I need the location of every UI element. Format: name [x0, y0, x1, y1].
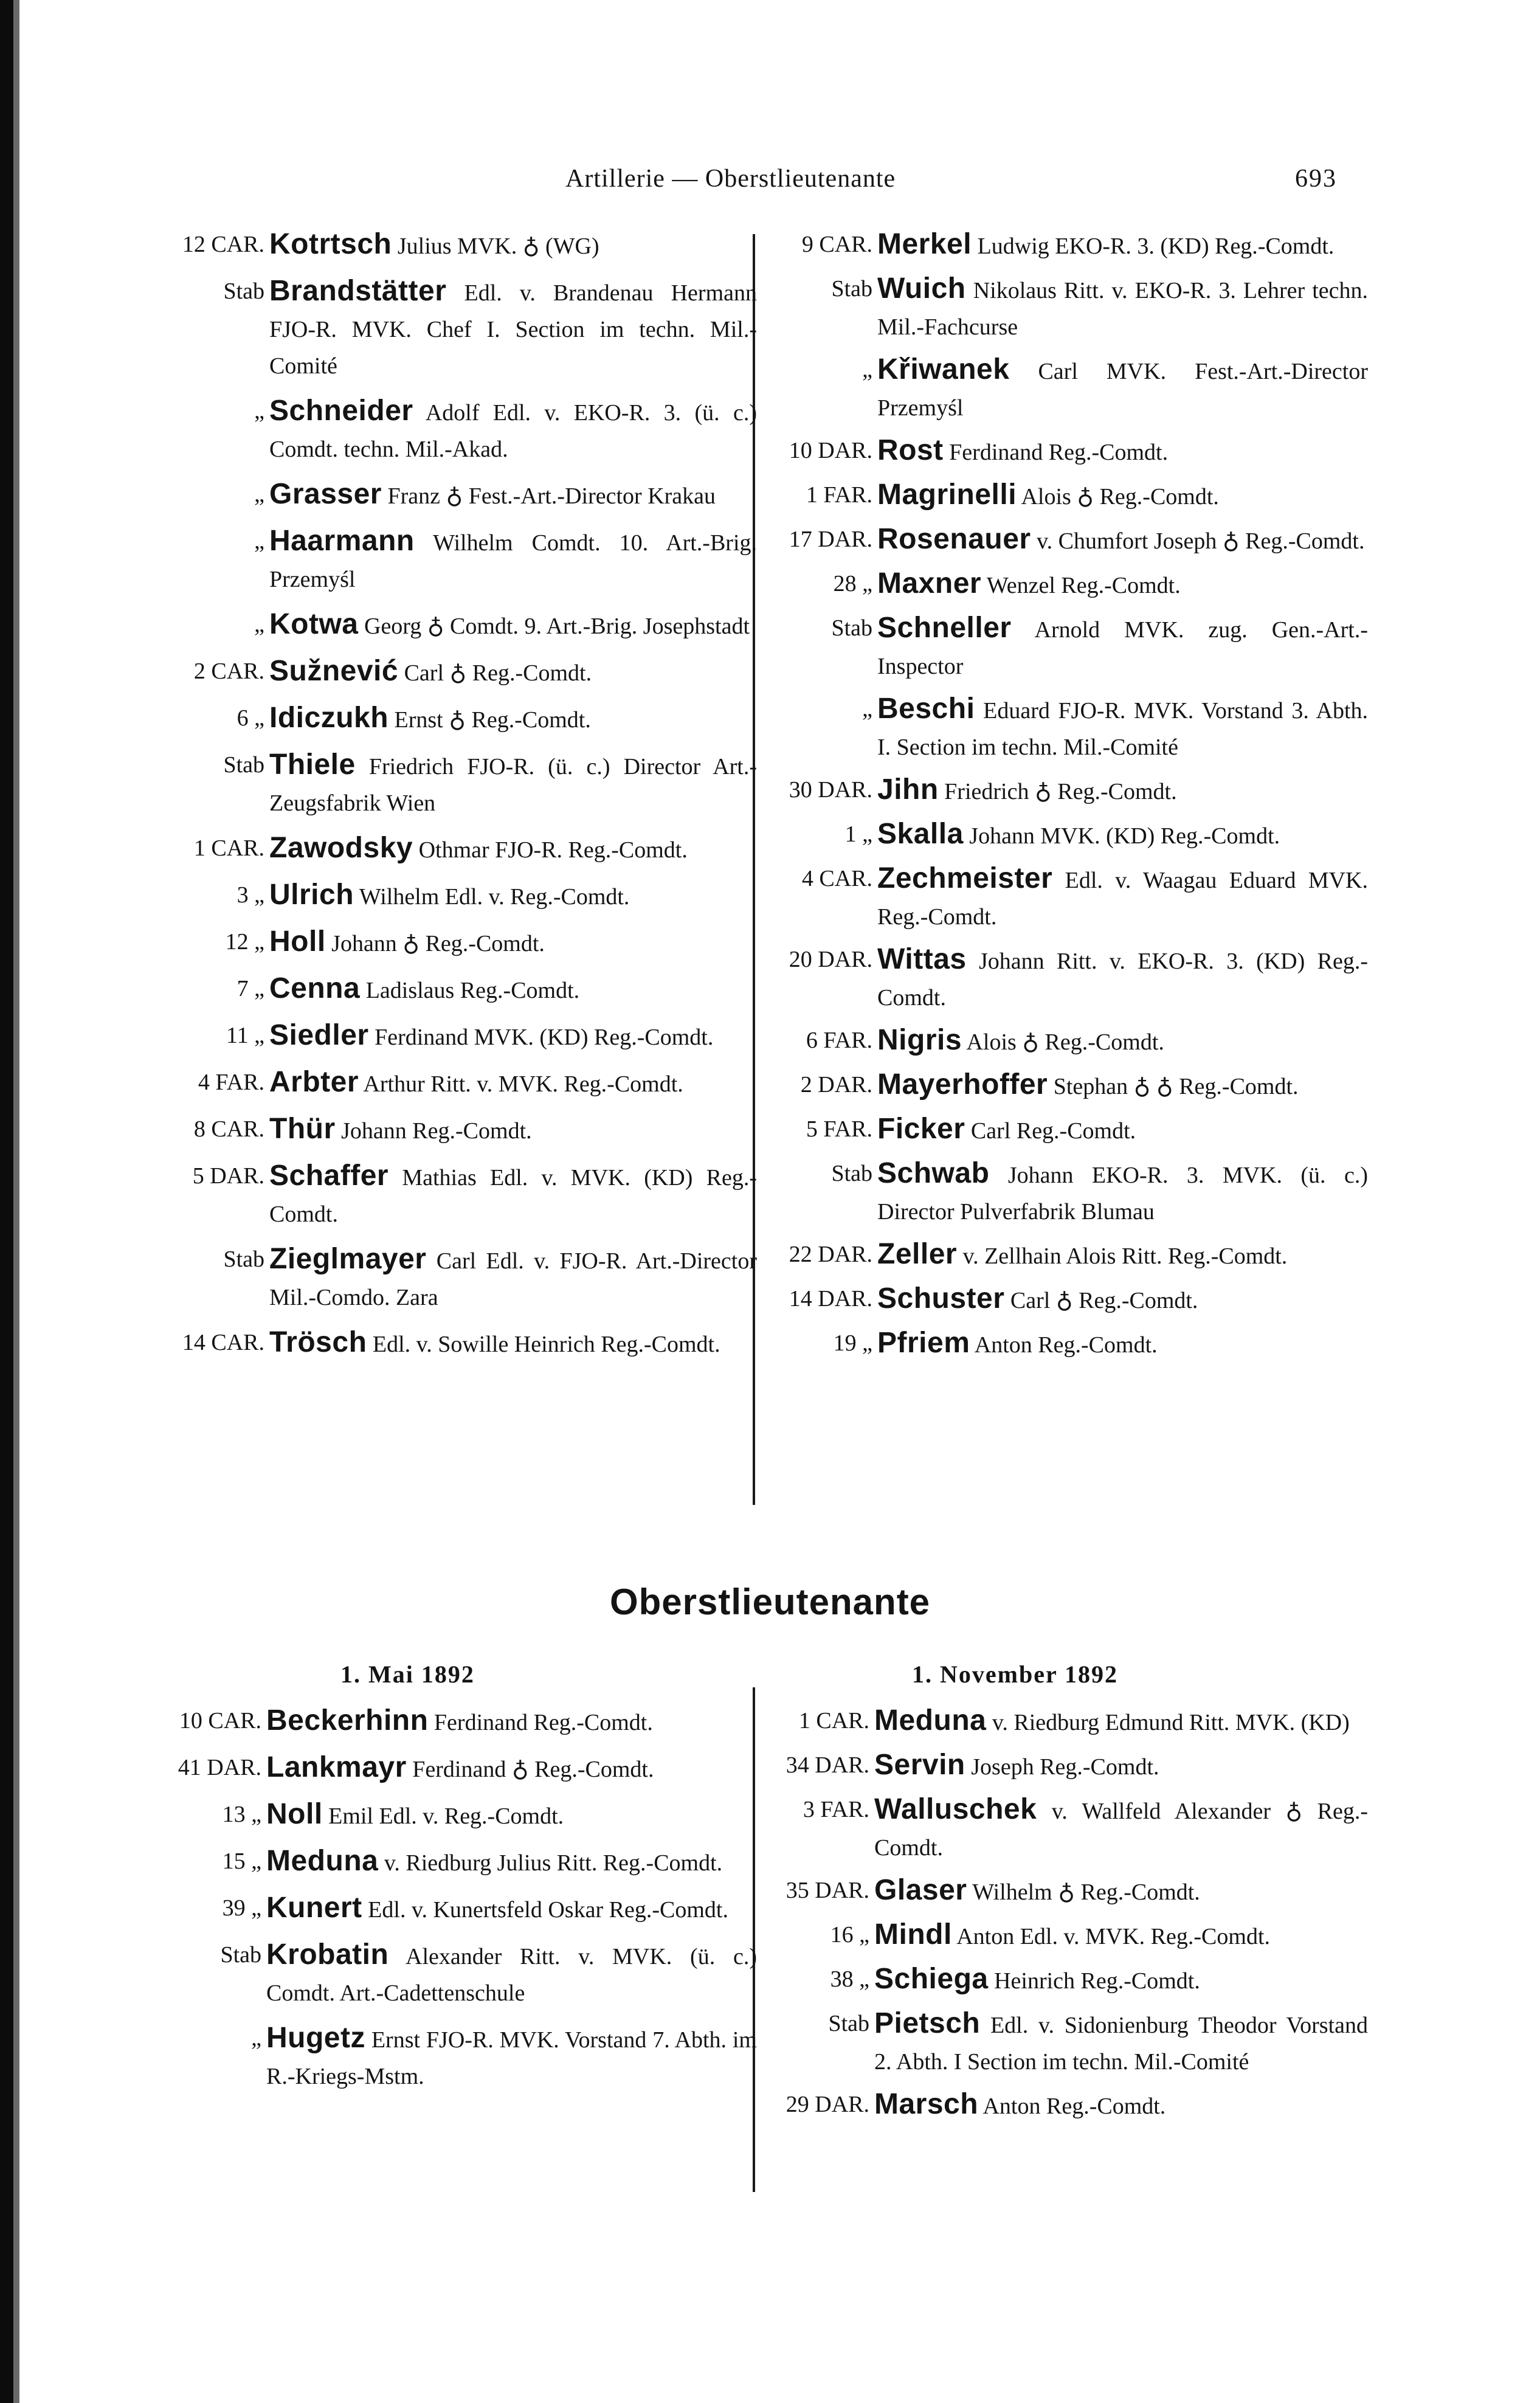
- surname: Grasser: [269, 478, 382, 510]
- entry-text: [269, 523, 757, 598]
- roster-entry: [152, 1241, 757, 1316]
- entry-text: [269, 830, 757, 868]
- details: v. Riedburg Edmund Ritt. MVK. (KD): [992, 1710, 1350, 1735]
- entry-text: [269, 877, 757, 915]
- unit-label: 19 „: [833, 1330, 872, 1356]
- unit-label: 12 „: [225, 929, 264, 955]
- date-heading-right: 1. November 1892: [912, 1661, 1118, 1688]
- unit-label: 20 DAR.: [789, 947, 872, 972]
- unit-label: 6 „: [237, 705, 264, 731]
- entry-text: [269, 606, 757, 645]
- running-title: Artillerie — Oberstlieutenante: [565, 165, 896, 193]
- roster-entry: [757, 2005, 1368, 2080]
- page-edge-shadow: [0, 0, 13, 2403]
- details: v. Chumfort Joseph ♁ Reg.-Comdt.: [1037, 528, 1365, 554]
- entry-text: [266, 2020, 757, 2095]
- roster-entry: [760, 432, 1368, 471]
- entry-text: [266, 1749, 757, 1788]
- unit-label: 34 DAR.: [786, 1752, 869, 1778]
- details: Anton Reg.-Comdt.: [982, 2094, 1166, 2119]
- details: Nikolaus Ritt. v. EKO-R. 3. Lehrer techn. Mil.-Fachcurse: [877, 278, 1369, 340]
- details: Carl Edl. v. FJO-R. Art.-Director Mil.-Comdo. Zara: [269, 1248, 757, 1310]
- unit-label: 41 DAR.: [178, 1755, 261, 1780]
- running-header: [0, 164, 1540, 201]
- details: v. Wallfeld Alexander ♁ Reg.-Comdt.: [874, 1799, 1369, 1861]
- surname: Hugetz: [266, 2022, 365, 2054]
- entry-text: [269, 653, 757, 691]
- roster-entry: [152, 606, 757, 645]
- roster-entry: [757, 1747, 1368, 1785]
- roster-entry: [760, 1155, 1368, 1230]
- roster-entry: [760, 226, 1368, 265]
- details: Adolf Edl. v. EKO-R. 3. (ü. c.) Comdt. techn. Mil.-Akad.: [269, 400, 757, 462]
- roster-entry: [760, 351, 1368, 426]
- entry-text: [877, 1022, 1368, 1060]
- roster-entry: [760, 1022, 1368, 1060]
- entry-text: [874, 1961, 1368, 1999]
- unit-label: „: [862, 357, 872, 382]
- surname: Kunert: [266, 1892, 362, 1924]
- details: Wilhelm Edl. v. Reg.-Comdt.: [359, 884, 630, 910]
- entry-text: [269, 226, 757, 265]
- entry-text: [874, 2086, 1368, 2125]
- unit-label: Stab: [223, 752, 264, 778]
- unit-label: 13 „: [222, 1802, 261, 1827]
- unit-label: 2 DAR.: [800, 1072, 872, 1098]
- unit-label: 3 FAR.: [803, 1797, 869, 1822]
- entry-text: [877, 610, 1368, 685]
- surname: Schiega: [874, 1963, 989, 1995]
- details: Edl. v. Sidonienburg Theodor Vorstand 2. Abth. I Section im techn. Mil.-Comité: [874, 2013, 1368, 2075]
- surname: Merkel: [877, 228, 972, 260]
- roster-entry: [152, 877, 757, 915]
- details: Wenzel Reg.-Comdt.: [986, 573, 1181, 598]
- unit-label: 38 „: [830, 1966, 869, 1992]
- surname: Rosenauer: [877, 523, 1031, 555]
- entry-text: [874, 1791, 1368, 1866]
- surname: Arbter: [269, 1066, 359, 1098]
- unit-label: 22 DAR.: [789, 1242, 872, 1267]
- date-heading-left: 1. Mai 1892: [340, 1661, 475, 1688]
- roster-entry: [760, 816, 1368, 854]
- surname: Jihn: [877, 773, 939, 806]
- entry-text: [877, 816, 1368, 854]
- details: Georg ♁ Comdt. 9. Art.-Brig. Josephstadt: [364, 614, 750, 639]
- entry-text: [874, 1917, 1368, 1955]
- details: Carl ♁ Reg.-Comdt.: [1010, 1288, 1198, 1313]
- entry-text: [874, 2005, 1368, 2080]
- unit-label: Stab: [831, 1161, 872, 1186]
- entry-text: [269, 1111, 757, 1149]
- surname: Walluschek: [874, 1793, 1037, 1825]
- roster-entry: [152, 747, 757, 821]
- entry-text: [269, 924, 757, 962]
- details: Anton Edl. v. MVK. Reg.-Comdt.: [956, 1924, 1271, 1949]
- details: Johann EKO-R. 3. MVK. (ü. c.) Director Pulverfabrik Blumau: [877, 1163, 1368, 1225]
- entry-text: [269, 1017, 757, 1056]
- details: Ferdinand Reg.-Comdt.: [949, 440, 1169, 465]
- entry-text: [877, 1236, 1368, 1274]
- details: Edl. v. Kunertsfeld Oskar Reg.-Comdt.: [368, 1897, 728, 1923]
- surname: Marsch: [874, 2088, 979, 2120]
- details: Edl. v. Brandenau Hermann FJO-R. MVK. Chef I. Section im techn. Mil.-Comité: [269, 280, 757, 379]
- unit-label: 35 DAR.: [786, 1878, 869, 1903]
- roster-entry: [760, 565, 1368, 604]
- entry-text: [877, 565, 1368, 604]
- entry-text: [877, 772, 1368, 810]
- details: Arnold MVK. zug. Gen.-Art.-Inspector: [877, 617, 1369, 679]
- unit-label: 4 FAR.: [198, 1070, 264, 1095]
- unit-label: 2 CAR.: [193, 659, 264, 684]
- roster-entry: [757, 2086, 1368, 2125]
- details: Ferdinand MVK. (KD) Reg.-Comdt.: [375, 1025, 714, 1050]
- details: v. Riedburg Julius Ritt. Reg.-Comdt.: [384, 1850, 723, 1876]
- roster-entry: [152, 1064, 757, 1102]
- details: Joseph Reg.-Comdt.: [971, 1754, 1159, 1780]
- details: Eduard FJO-R. MVK. Vorstand 3. Abth. I. Section im techn. Mil.-Comité: [877, 698, 1368, 760]
- details: Carl Reg.-Comdt.: [970, 1118, 1136, 1144]
- entry-text: [877, 432, 1368, 471]
- unit-label: „: [862, 696, 872, 722]
- surname: Cenna: [269, 972, 361, 1004]
- entry-text: [266, 1937, 757, 2011]
- details: v. Zellhain Alois Ritt. Reg.-Comdt.: [962, 1243, 1288, 1269]
- entry-text: [874, 1703, 1368, 1741]
- roster-entry: [760, 941, 1368, 1016]
- details: Carl MVK. Fest.-Art.-Director Przemyśl: [877, 359, 1368, 421]
- unit-label: 5 DAR.: [192, 1163, 264, 1189]
- unit-label: 15 „: [222, 1848, 261, 1874]
- details: Alois ♁ Reg.-Comdt.: [1021, 484, 1219, 510]
- surname: Lankmayr: [266, 1751, 407, 1783]
- surname: Schneider: [269, 395, 413, 427]
- details: Julius MVK. ♁ (WG): [397, 233, 599, 259]
- roster-entry: [152, 970, 757, 1009]
- roster-entry: [760, 477, 1368, 515]
- surname: Servin: [874, 1749, 965, 1781]
- entry-text: [877, 226, 1368, 265]
- details: Johann ♁ Reg.-Comdt.: [331, 931, 545, 956]
- entry-text: [877, 691, 1368, 766]
- surname: Křiwanek: [877, 353, 1010, 386]
- roster-entry: [757, 1917, 1368, 1955]
- entry-text: [269, 1158, 757, 1233]
- roster-entry: [152, 830, 757, 868]
- unit-label: 30 DAR.: [789, 777, 872, 803]
- surname: Meduna: [874, 1704, 987, 1737]
- details: Johann Reg.-Comdt.: [341, 1118, 532, 1144]
- unit-label: 1 FAR.: [806, 482, 872, 508]
- roster-entry: [152, 393, 757, 468]
- unit-label: 1 „: [844, 821, 872, 847]
- entry-text: [877, 477, 1368, 515]
- entry-text: [266, 1703, 757, 1741]
- details: Mathias Edl. v. MVK. (KD) Reg.-Comdt.: [269, 1165, 757, 1227]
- surname: Holl: [269, 925, 326, 958]
- entry-text: [877, 1111, 1368, 1149]
- roster-entry: [757, 1961, 1368, 1999]
- entry-text: [269, 747, 757, 821]
- unit-label: 39 „: [222, 1895, 261, 1921]
- roster-entry: [152, 226, 757, 265]
- details: Anton Reg.-Comdt.: [974, 1332, 1158, 1358]
- roster-entry: [757, 1791, 1368, 1866]
- unit-label: 10 DAR.: [789, 438, 872, 463]
- surname: Krobatin: [266, 1938, 389, 1971]
- details: Franz ♁ Fest.-Art.-Director Krakau: [387, 483, 716, 509]
- details: Edl. v. Waagau Eduard MVK. Reg.-Comdt.: [877, 868, 1368, 930]
- details: Alois ♁ Reg.-Comdt.: [966, 1029, 1164, 1055]
- unit-label: Stab: [220, 1942, 261, 1968]
- unit-label: 29 DAR.: [786, 2092, 869, 2117]
- surname: Pietsch: [874, 2007, 981, 2039]
- details: Ferdinand Reg.-Comdt.: [433, 1710, 653, 1735]
- entry-text: [266, 1843, 757, 1881]
- unit-label: 9 CAR.: [801, 232, 872, 257]
- details: Johann MVK. (KD) Reg.-Comdt.: [969, 823, 1280, 849]
- unit-label: 28 „: [833, 571, 872, 596]
- roster-entry: [152, 1111, 757, 1149]
- unit-label: Stab: [223, 278, 264, 304]
- surname: Mayerhoffer: [877, 1068, 1048, 1101]
- surname: Maxner: [877, 567, 982, 600]
- surname: Thür: [269, 1113, 336, 1145]
- entry-text: [877, 521, 1368, 559]
- surname: Wuich: [877, 272, 966, 305]
- roster-bottom-right: [757, 1703, 1368, 2131]
- roster-entry: [152, 653, 757, 691]
- unit-label: „: [254, 528, 264, 554]
- unit-label: 11 „: [226, 1023, 264, 1048]
- entry-text: [269, 273, 757, 384]
- entry-text: [269, 393, 757, 468]
- surname: Trösch: [269, 1326, 367, 1358]
- roster-entry: [152, 273, 757, 384]
- entry-text: [877, 1067, 1368, 1105]
- unit-label: Stab: [223, 1246, 264, 1272]
- roster-entry: [149, 1843, 757, 1881]
- roster-entry: [152, 476, 757, 514]
- surname: Sužnević: [269, 655, 399, 687]
- roster-top-right: [760, 226, 1368, 1369]
- unit-label: 8 CAR.: [193, 1116, 264, 1142]
- surname: Beschi: [877, 693, 975, 725]
- entry-text: [269, 1064, 757, 1102]
- roster-entry: [152, 1324, 757, 1363]
- surname: Skalla: [877, 818, 964, 850]
- entry-text: [874, 1872, 1368, 1910]
- surname: Brandstätter: [269, 275, 447, 307]
- details: Edl. v. Sowille Heinrich Reg.-Comdt.: [372, 1332, 720, 1357]
- surname: Beckerhinn: [266, 1704, 429, 1737]
- unit-label: „: [254, 398, 264, 424]
- entry-text: [269, 700, 757, 738]
- roster-entry: [760, 860, 1368, 935]
- roster-entry: [149, 2020, 757, 2095]
- surname: Schneller: [877, 612, 1012, 644]
- roster-entry: [760, 521, 1368, 559]
- roster-entry: [152, 700, 757, 738]
- unit-label: Stab: [831, 615, 872, 641]
- section-title: Oberstlieutenante: [609, 1582, 931, 1622]
- roster-entry: [760, 1111, 1368, 1149]
- entry-text: [269, 476, 757, 514]
- unit-label: „: [254, 482, 264, 507]
- unit-label: 1 CAR.: [798, 1708, 869, 1734]
- details: Heinrich Reg.-Comdt.: [994, 1968, 1200, 1994]
- surname: Idiczukh: [269, 702, 389, 734]
- surname: Wittas: [877, 943, 967, 975]
- roster-entry: [760, 691, 1368, 766]
- entry-text: [269, 970, 757, 1009]
- details: Ladislaus Reg.-Comdt.: [365, 978, 580, 1003]
- unit-label: 6 FAR.: [806, 1028, 872, 1053]
- surname: Ficker: [877, 1113, 965, 1145]
- unit-label: 1 CAR.: [193, 835, 264, 861]
- entry-text: [877, 941, 1368, 1016]
- surname: Glaser: [874, 1874, 967, 1906]
- entry-text: [877, 1281, 1368, 1319]
- roster-bottom-left: [149, 1703, 757, 2103]
- roster-entry: [149, 1890, 757, 1928]
- roster-entry: [149, 1749, 757, 1788]
- unit-label: 16 „: [830, 1922, 869, 1948]
- entry-text: [877, 860, 1368, 935]
- details: Alexander Ritt. v. MVK. (ü. c.) Comdt. Art.-Cadettenschule: [266, 1944, 757, 2006]
- roster-entry: [760, 1281, 1368, 1319]
- unit-label: 3 „: [237, 882, 264, 908]
- roster-top-left: [152, 226, 757, 1371]
- details: Wilhelm Comdt. 10. Art.-Brig. Przemyśl: [269, 530, 757, 592]
- entry-text: [874, 1747, 1368, 1785]
- details: Ferdinand ♁ Reg.-Comdt.: [412, 1757, 654, 1782]
- unit-label: 7 „: [237, 976, 264, 1001]
- surname: Schaffer: [269, 1160, 389, 1192]
- details: Wilhelm ♁ Reg.-Comdt.: [972, 1879, 1200, 1905]
- unit-label: „: [254, 612, 264, 637]
- roster-entry: [149, 1796, 757, 1834]
- roster-entry: [760, 610, 1368, 685]
- entry-text: [877, 1325, 1368, 1363]
- roster-entry: [757, 1872, 1368, 1910]
- surname: Rost: [877, 434, 944, 466]
- surname: Mindl: [874, 1918, 952, 1951]
- roster-entry: [152, 1158, 757, 1233]
- entry-text: [269, 1241, 757, 1316]
- details: Friedrich FJO-R. (ü. c.) Director Art.-Zeugsfabrik Wien: [269, 754, 757, 816]
- surname: Zechmeister: [877, 862, 1053, 894]
- surname: Zieglmayer: [269, 1243, 427, 1275]
- entry-text: [877, 1155, 1368, 1230]
- unit-label: 14 CAR.: [182, 1330, 264, 1355]
- surname: Pfriem: [877, 1327, 970, 1359]
- details: Friedrich ♁ Reg.-Comdt.: [944, 779, 1177, 804]
- surname: Ulrich: [269, 879, 354, 911]
- roster-entry: [149, 1703, 757, 1741]
- entry-text: [266, 1796, 757, 1834]
- unit-label: 4 CAR.: [801, 866, 872, 891]
- details: Ernst ♁ Reg.-Comdt.: [394, 707, 591, 733]
- entry-text: [877, 271, 1368, 345]
- unit-label: „: [251, 2025, 261, 2051]
- roster-entry: [152, 924, 757, 962]
- surname: Kotrtsch: [269, 228, 392, 260]
- roster-entry: [760, 1325, 1368, 1363]
- surname: Magrinelli: [877, 479, 1017, 511]
- unit-label: 10 CAR.: [179, 1708, 261, 1734]
- roster-entry: [760, 271, 1368, 345]
- surname: Nigris: [877, 1024, 962, 1056]
- details: Othmar FJO-R. Reg.-Comdt.: [418, 837, 688, 863]
- unit-label: Stab: [828, 2011, 869, 2036]
- roster-entry: [152, 523, 757, 598]
- surname: Noll: [266, 1798, 323, 1830]
- details: Carl ♁ Reg.-Comdt.: [404, 660, 592, 686]
- details: Arthur Ritt. v. MVK. Reg.-Comdt.: [363, 1071, 683, 1097]
- roster-entry: [152, 1017, 757, 1056]
- surname: Schwab: [877, 1157, 990, 1189]
- surname: Zawodsky: [269, 832, 413, 864]
- unit-label: 14 DAR.: [789, 1286, 872, 1312]
- surname: Meduna: [266, 1845, 379, 1877]
- entry-text: [269, 1324, 757, 1363]
- surname: Schuster: [877, 1282, 1005, 1315]
- entry-text: [266, 1890, 757, 1928]
- surname: Zeller: [877, 1238, 958, 1270]
- roster-entry: [757, 1703, 1368, 1741]
- unit-label: Stab: [831, 276, 872, 302]
- unit-label: 5 FAR.: [806, 1116, 872, 1142]
- details: Emil Edl. v. Reg.-Comdt.: [328, 1803, 564, 1829]
- roster-entry: [760, 772, 1368, 810]
- details: Ludwig EKO-R. 3. (KD) Reg.-Comdt.: [977, 233, 1335, 259]
- entry-text: [877, 351, 1368, 426]
- details: Stephan ♁ ♁ Reg.-Comdt.: [1053, 1074, 1299, 1099]
- roster-entry: [760, 1067, 1368, 1105]
- surname: Kotwa: [269, 608, 359, 640]
- details: Ernst FJO-R. MVK. Vorstand 7. Abth. im R.-Kriegs-Mstm.: [266, 2027, 757, 2089]
- roster-entry: [149, 1937, 757, 2011]
- surname: Thiele: [269, 749, 356, 781]
- surname: Haarmann: [269, 525, 415, 557]
- roster-entry: [760, 1236, 1368, 1274]
- page-edge-gray: [13, 0, 19, 2403]
- unit-label: 12 CAR.: [182, 232, 264, 257]
- surname: Siedler: [269, 1019, 369, 1051]
- unit-label: 17 DAR.: [789, 527, 872, 552]
- details: Johann Ritt. v. EKO-R. 3. (KD) Reg.-Comdt.: [877, 949, 1368, 1011]
- page-number: 693: [1295, 165, 1337, 193]
